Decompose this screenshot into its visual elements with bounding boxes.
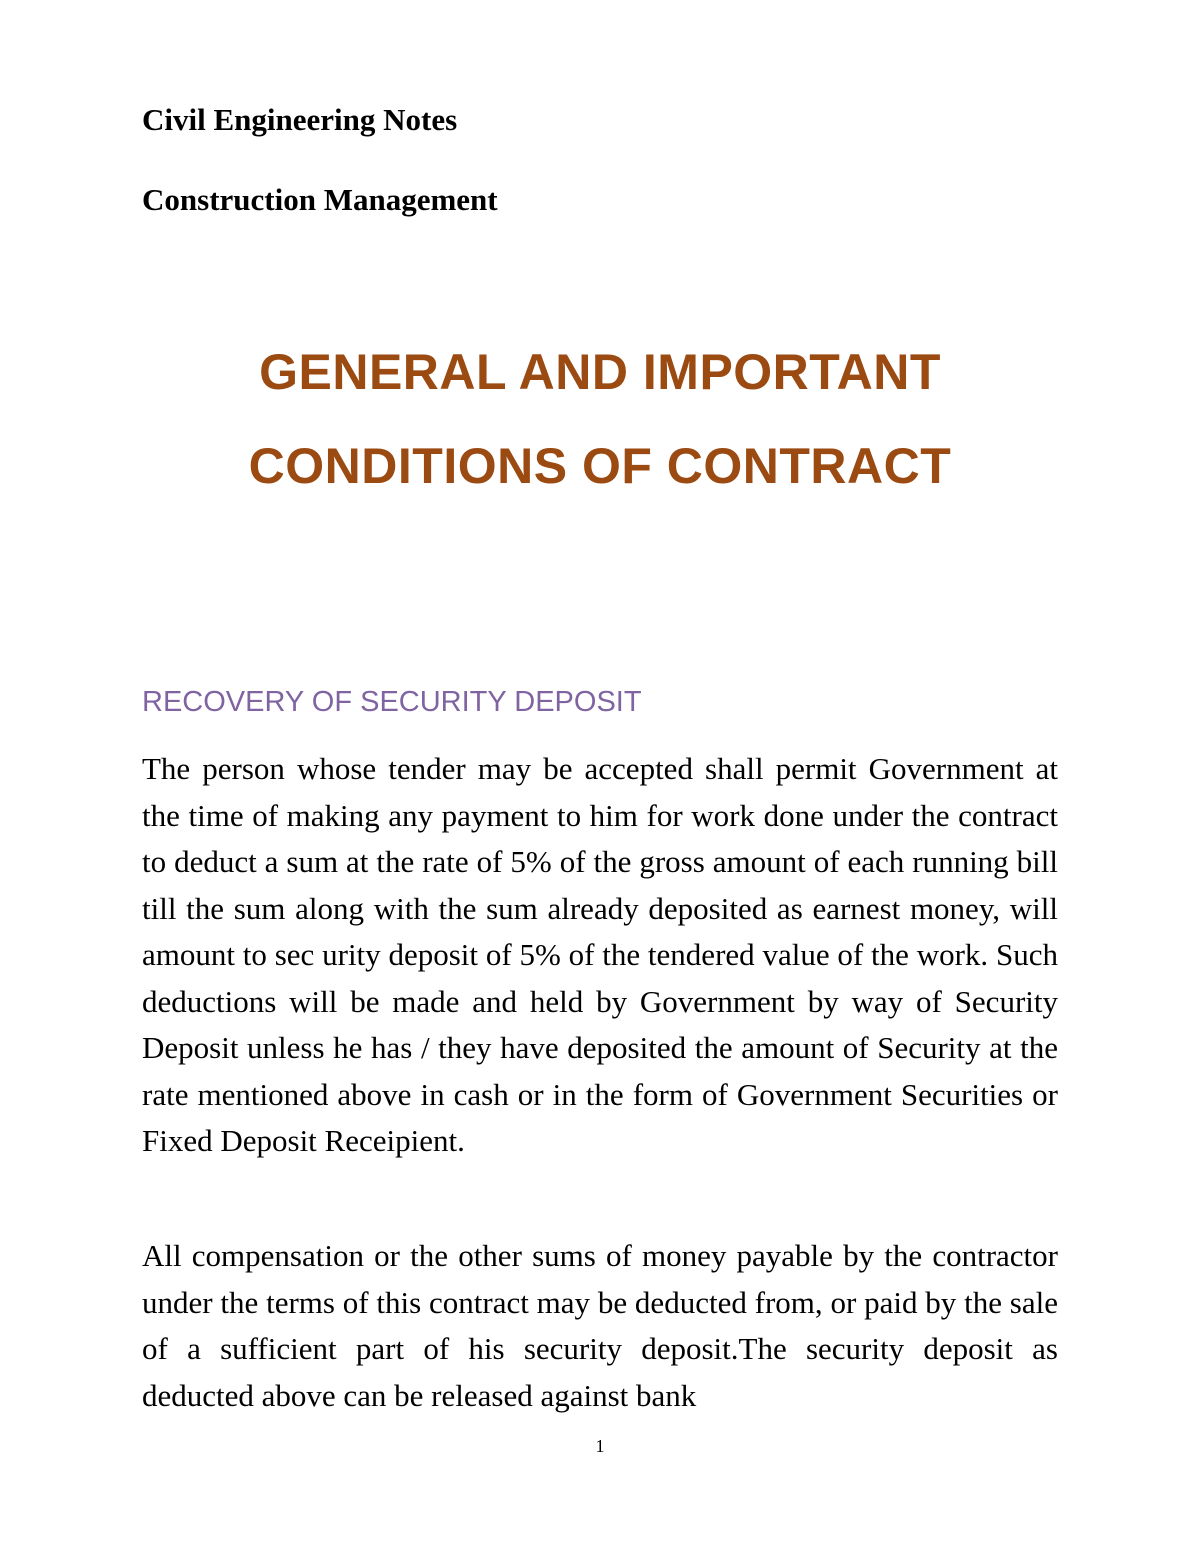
body-paragraph: The person whose tender may be accepted shall permit Government at the time of making any payment to him for work done under the contract to deduct a sum at the rate of 5% of the gross amount of each running bill till the sum along with the sum already deposited as earnest money, will amount to sec urity deposit of 5% of the tendered value of the work. Such deductions will be made and held by Government by way of Security Deposit unless he has / they have deposited the amount of Security at the rate mentioned above in cash or in the form of Government Securities or Fixed Deposit Receipient. xyxy=(142,751,1058,1158)
document-title-line-1: GENERAL AND IMPORTANT xyxy=(259,344,941,400)
subject-header: Construction Management xyxy=(142,182,498,217)
notes-header: Civil Engineering Notes xyxy=(142,102,458,137)
document-title-line-2: CONDITIONS OF CONTRACT xyxy=(248,438,952,494)
body-paragraph: All compensation or the other sums of money payable by the contractor under the terms of this contract may be deducted from, or paid by the sale of a sufficient part of his security deposit.The security deposit as deducted above can be released against bank xyxy=(142,1238,1058,1413)
section-heading: RECOVERY OF SECURITY DEPOSIT xyxy=(142,686,642,718)
page-number: 1 xyxy=(595,1436,605,1456)
